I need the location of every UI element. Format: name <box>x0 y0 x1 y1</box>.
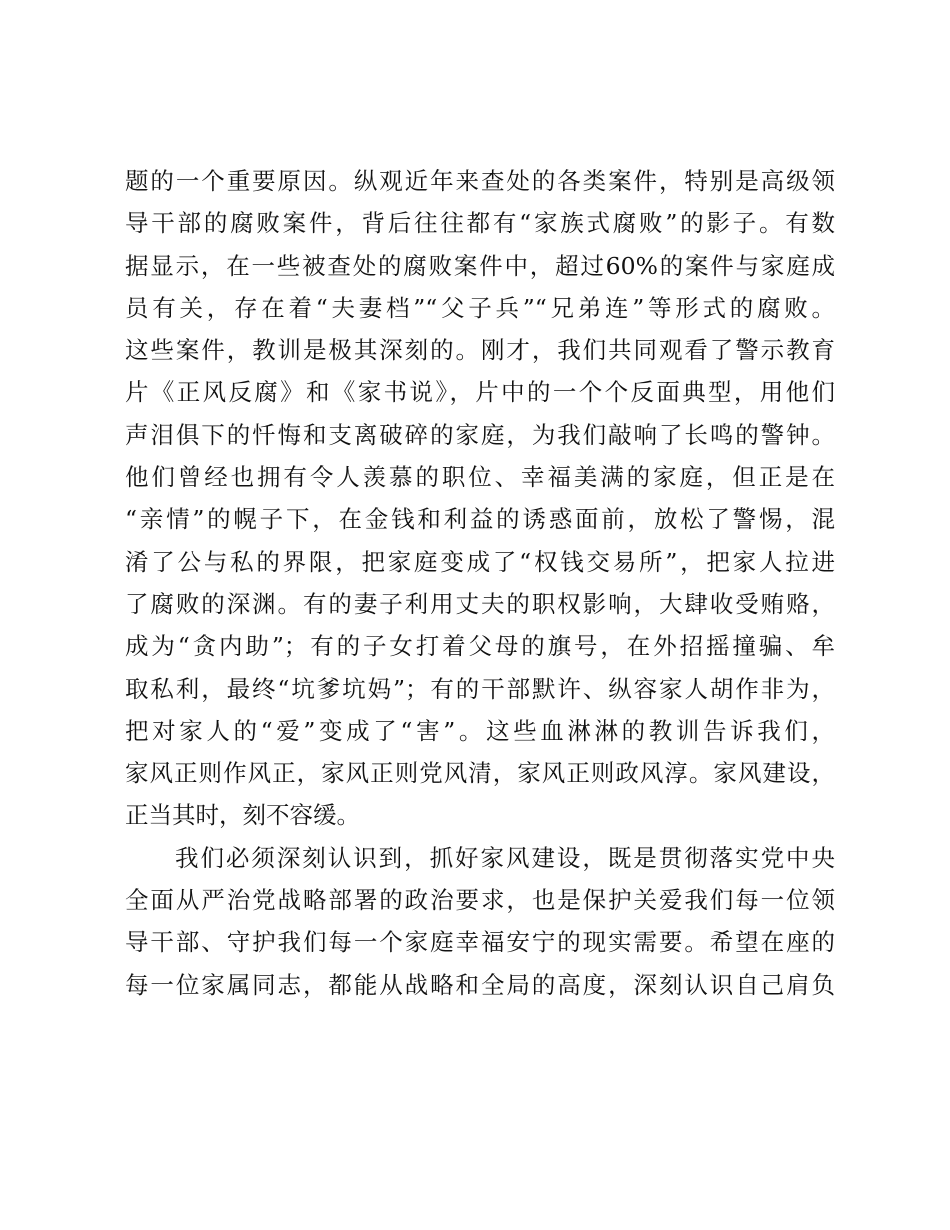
text-line: 淆了公与私的界限，把家庭变成了“权钱交易所”，把家人拉进 <box>125 547 835 576</box>
text-line: “亲情”的幌子下，在金钱和利益的诱惑面前，放松了警惕，混 <box>125 505 835 534</box>
text-line: 据显示，在一些被查处的腐败案件中，超过60%的案件与家庭成 <box>125 251 835 280</box>
text-line: 每一位家属同志，都能从战略和全局的高度，深刻认识自己肩负 <box>125 970 835 999</box>
text-line: 正当其时，刻不容缓。 <box>125 801 360 830</box>
text-line: 取私利，最终“坑爹坑妈”；有的干部默许、纵容家人胡作非为， <box>125 674 835 703</box>
text-line: 把对家人的“爱”变成了“害”。这些血淋淋的教训告诉我们， <box>125 716 835 745</box>
text-line: 这些案件，教训是极其深刻的。刚才，我们共同观看了警示教育 <box>125 336 835 365</box>
text-line: 了腐败的深渊。有的妻子利用丈夫的职权影响，大肆收受贿赂， <box>125 589 835 618</box>
paragraph-1 <box>125 160 835 837</box>
paragraph-2 <box>125 837 835 1006</box>
text-line: 声泪俱下的忏悔和支离破碎的家庭，为我们敲响了长鸣的警钟。 <box>125 420 835 449</box>
text-line: 全面从严治党战略部署的政治要求，也是保护关爱我们每一位领 <box>125 886 835 915</box>
text-line: 家风正则作风正，家风正则党风清，家风正则政风淳。家风建设， <box>125 759 835 788</box>
text-line: 片《正风反腐》和《家书说》，片中的一个个反面典型，用他们 <box>125 378 835 407</box>
document-body <box>125 160 835 1006</box>
text-line: 他们曾经也拥有令人羡慕的职位、幸福美满的家庭，但正是在 <box>125 463 835 492</box>
text-line: 题的一个重要原因。纵观近年来查处的各类案件，特别是高级领 <box>125 167 835 195</box>
text-line: 成为“贪内助”；有的子女打着父母的旗号，在外招摇撞骗、牟 <box>125 632 835 661</box>
text-line: 我们必须深刻认识到，抓好家风建设，既是贯彻落实党中央 <box>175 843 835 872</box>
text-line: 员有关，存在着“夫妻档”“父子兵”“兄弟连”等形式的腐败。 <box>125 293 835 322</box>
text-line: 导干部、守护我们每一个家庭幸福安宁的现实需要。希望在座的 <box>125 928 835 957</box>
text-line: 导干部的腐败案件，背后往往都有“家族式腐败”的影子。有数 <box>125 209 835 238</box>
